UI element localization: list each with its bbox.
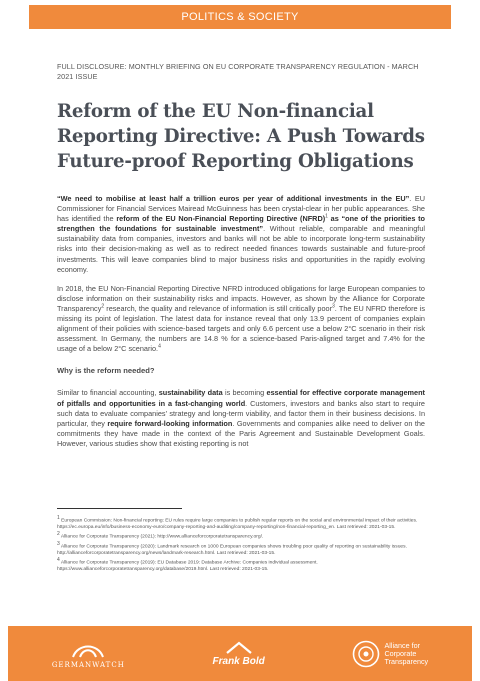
paragraph-background: In 2018, the EU Non-Financial Reporting Directive NFRD introduced obligations for large European companies to disclose information on their sustainability risks and impacts. However, as shown by the Alliance for Corporate Transparency$^2$ research, the quality and relevance of information is still critically poor$^3$. The EU NFRD therefore is missing its point of legislation. The latest data for instance reveal that only 13.9 percent of companies explain alignment of their policies with science-based targets and only 6.6 percent use a below 2°C scenario in their risk assessment. In Germany, the numbers are 14.8 % for a science-based Paris-aligned target and 7.4% for the usage of a below 2°C scenario.$^4$ xyxy=(57,283,425,354)
footnote-item: $^4$ Alliance for Corporate Transparency (2019): EU Database 2019: Database Archive: Companies individual assessment. https://www.allianceforcorporatetransparency.org/database/2019.html. Last retrieved: 2021-03-15. xyxy=(57,556,318,573)
frank-bold-wordmark: Frank Bold xyxy=(212,655,265,667)
page-title: Reform of the EU Non-financial Reporting Directive: A Push Towards Future-proof Reporting Obligations xyxy=(57,101,425,172)
footnote-item: $^3$ Alliance for Corporate Transparency (2020): Landmark research on 1000 European companies shows troubling poor quality of reporting on sustainability issues. http://allianceforcorporatetransparency.org/news/landmark-research.html. Last retrieved: 2021-03-15. xyxy=(57,540,407,557)
footnote-ref: 4 xyxy=(158,343,161,350)
paragraph-why: Similar to financial accounting, sustainability data is becoming essential for effective corporate management of pitfalls and opportunities in a fast-changing world. Customers, investors and banks also start to require such data to evaluate companies’ strategy and long-term viability, and factor them in their business decisions. In particular, they require forward-looking information. Governments and companies alike need to deliver on the commitments they have made in the context of the Paris Agreement and Sustainable Development Goals. However, various studies show that existing reporting is not xyxy=(57,388,425,448)
section-label: POLITICS & SOCIETY xyxy=(29,5,451,29)
article-body xyxy=(57,62,425,458)
germanwatch-logo xyxy=(52,639,125,669)
footnote-item: $^2$ Alliance for Corporate Transparency (2021): http://www.allianceforcorporatetransparency.org/. xyxy=(57,531,264,540)
footnote-ref: 3 xyxy=(332,303,335,310)
footnote-ref: 1 xyxy=(325,213,328,220)
footnote-item: $^1$ European Commission: Non-financial reporting: EU rules require large companies to publish regular reports on the social and environmental impact of their activities. https://ec.europa.eu/info/business-economy-euro/company-reporting-and-auditing/company-reporting/non-financial-reporting_en. Last retrieved: 2021-03-15. xyxy=(57,515,418,531)
frank-bold-logo xyxy=(213,641,265,667)
briefing-kicker: FULL DISCLOSURE: MONTHLY BRIEFING ON EU CORPORATE TRANSPARENCY REGULATION - MARCH 2021 ISSUE xyxy=(57,62,419,81)
germanwatch-icon xyxy=(71,639,105,659)
footnotes xyxy=(57,515,425,576)
quote-text: “We need to mobilise at least half a trillion euros per year of additional investments in the EU” xyxy=(57,194,410,203)
acts-wordmark: Alliance for Corporate Transparency xyxy=(384,640,429,666)
germanwatch-wordmark: GERMANWATCH xyxy=(51,660,125,669)
footnote-ref: 2 xyxy=(101,303,105,310)
acts-logo xyxy=(352,640,428,668)
frank-bold-icon xyxy=(225,641,253,655)
top-band xyxy=(0,0,480,33)
section-heading: Why is the reform needed? xyxy=(57,366,155,376)
paragraph-intro: “We need to mobilise at least half a trillion euros per year of additional investments in the EU”. EU Commissioner for Financial Services Mairead McGuinness has been crystal-clear in her public appearances. She has identified the reform of the EU Non-Financial Reporting Directive (NFRD)$^1$ as “one of the priorities to strengthen the foundations for sustainable investment”. Without reliable, comparable and meaningful sustainability data from companies, investors and banks will not be able to incorporate long-term sustainability risks into their decision-making as well as to redirect needed finances towards sustainable and future-proof investments. This will leave companies blind to major business risks and opportunities in the rapidly evolving economy. xyxy=(57,194,425,274)
footnote-divider xyxy=(57,508,182,509)
footer-logos xyxy=(8,626,472,681)
acts-circle-icon xyxy=(352,640,380,668)
